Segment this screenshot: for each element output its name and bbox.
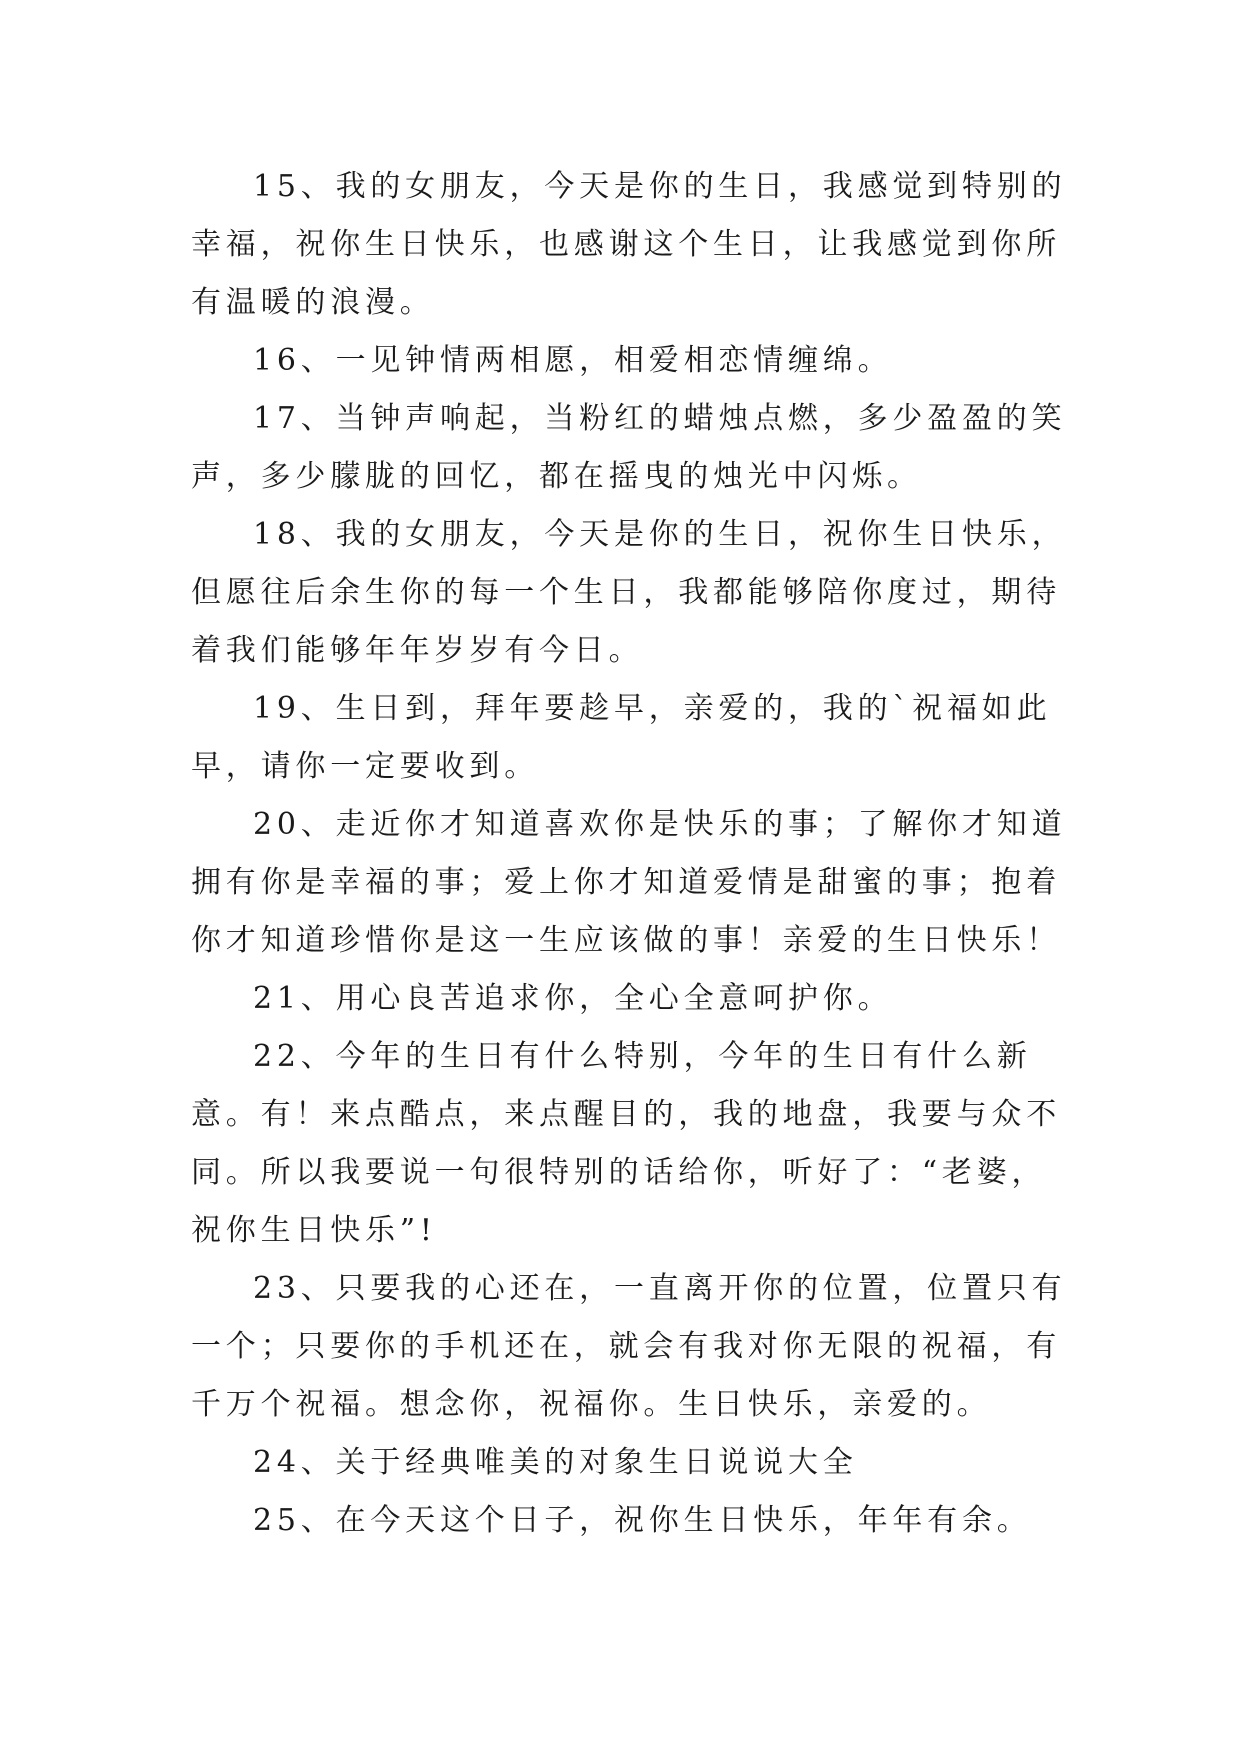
paragraph-15: 15、我的女朋友，今天是你的生日，我感觉到特别的幸福，祝你生日快乐，也感谢这个生日，让我感觉到你所有温暖的浪漫。: [191, 169, 1067, 320]
paragraph-24: 24、关于经典唯美的对象生日说说大全: [253, 1445, 858, 1480]
paragraph-19: 19、生日到，拜年要趁早，亲爱的，我的`祝福如此早，请你一定要收到。: [191, 691, 1052, 784]
paragraph-23: 23、只要我的心还在，一直离开你的位置，位置只有一个；只要你的手机还在，就会有我对你无限的祝福，有千万个祝福。想念你，祝福你。生日快乐，亲爱的。: [191, 1271, 1067, 1422]
paragraph-22: 22、今年的生日有什么特别，今年的生日有什么新意。有！来点酷点，来点醒目的，我的地盘，我要与众不同。所以我要说一句很特别的话给你，听好了：“老婆，祝你生日快乐”!: [191, 1039, 1061, 1248]
document-body: [191, 158, 1071, 1550]
paragraph-21: 21、用心良苦追求你，全心全意呵护你。: [253, 981, 893, 1016]
paragraph-25: 25、在今天这个日子，祝你生日快乐，年年有余。: [253, 1503, 1032, 1538]
paragraph-18: 18、我的女朋友，今天是你的生日，祝你生日快乐，但愿往后余生你的每一个生日，我都能够陪你度过，期待着我们能够年年岁岁有今日。: [191, 517, 1067, 668]
paragraph-17: 17、当钟声响起，当粉红的蜡烛点燃，多少盈盈的笑声，多少朦胧的回忆，都在摇曳的烛光中闪烁。: [191, 401, 1067, 494]
paragraph-16: 16、一见钟情两相愿，相爱相恋情缠绵。: [253, 343, 893, 378]
paragraph-20: 20、走近你才知道喜欢你是快乐的事；了解你才知道拥有你是幸福的事；爱上你才知道爱情是甜蜜的事；抱着你才知道珍惜你是这一生应该做的事！亲爱的生日快乐！: [191, 807, 1067, 958]
